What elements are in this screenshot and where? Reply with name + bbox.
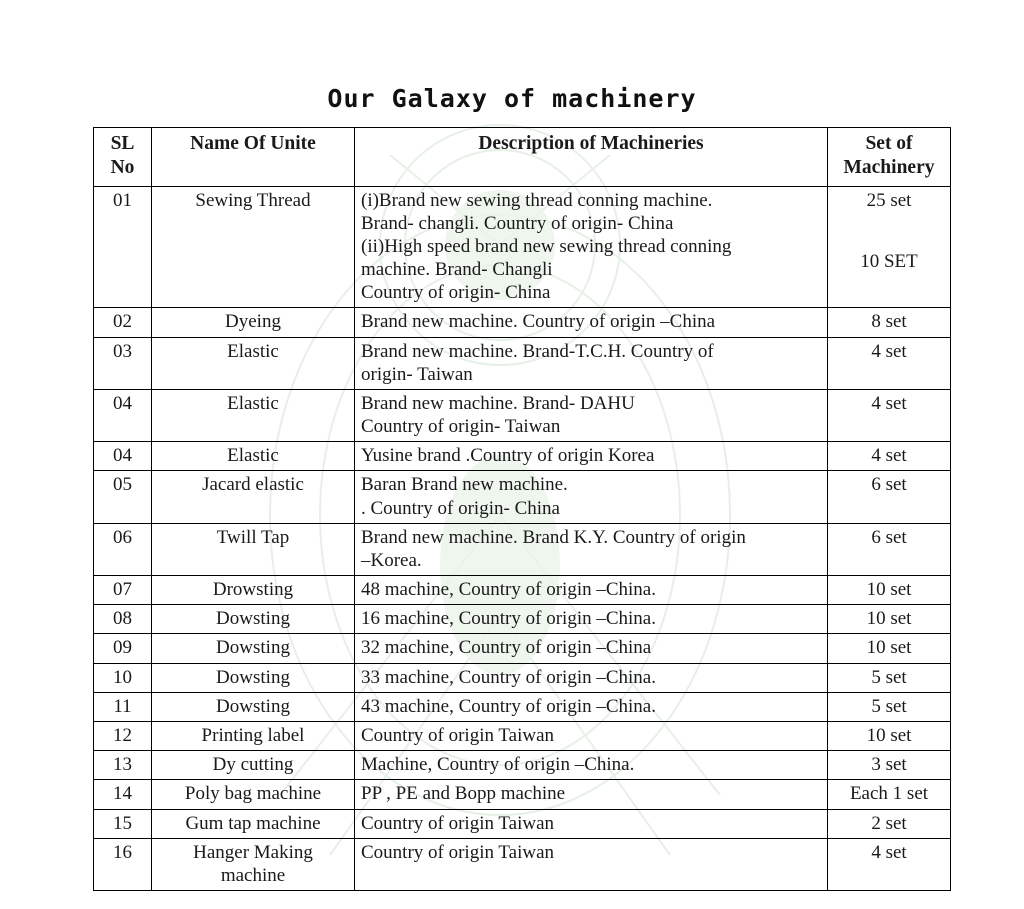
cell-description [355, 337, 828, 389]
cell-description-line: Brand new machine. Brand K.Y. Country of origin [361, 526, 746, 548]
cell-unit-name-line: Hanger Making [193, 841, 313, 863]
cell-set-line: 4 set [871, 445, 907, 467]
cell-set-of-machinery [828, 471, 951, 523]
table-row [94, 663, 951, 692]
cell-description [355, 838, 828, 890]
table-row [94, 722, 951, 751]
cell-sl-no: 12 [94, 722, 152, 751]
table-row [94, 605, 951, 634]
cell-set-line: 10 set [866, 725, 912, 746]
table-row [94, 692, 951, 721]
column-header-sl-no [94, 128, 152, 187]
cell-unit-name: Dyeing [152, 308, 355, 337]
cell-description-line: 33 machine, Country of origin –China. [361, 666, 656, 688]
cell-sl-no: 09 [94, 634, 152, 663]
cell-description [355, 751, 828, 780]
cell-unit-name: Sewing Thread [152, 186, 355, 308]
table-header [94, 128, 951, 187]
table-row [94, 186, 951, 308]
cell-unit-name: Dowsting [152, 605, 355, 634]
cell-sl-no: 08 [94, 605, 152, 634]
table-row [94, 471, 951, 523]
cell-sl-no: 03 [94, 337, 152, 389]
cell-unit-name: Printing label [152, 722, 355, 751]
cell-unit-name: Elastic [152, 442, 355, 471]
table-row [94, 634, 951, 663]
cell-sl-no: 04 [94, 442, 152, 471]
cell-unit-name: Gum tap machine [152, 809, 355, 838]
table-row [94, 838, 951, 890]
cell-description [355, 780, 828, 809]
cell-description-line: Brand new machine. Country of origin –China [361, 311, 716, 333]
cell-description-line: 16 machine, Country of origin –China. [361, 608, 656, 630]
cell-sl-no: 16 [94, 838, 152, 890]
cell-sl-no: 07 [94, 576, 152, 605]
cell-description-line: 32 machine, Country of origin –China [361, 637, 652, 659]
cell-description [355, 634, 828, 663]
cell-set-line: 4 set [871, 392, 907, 414]
cell-description [355, 605, 828, 634]
cell-description [355, 471, 828, 523]
cell-description [355, 186, 828, 308]
cell-sl-no: 14 [94, 780, 152, 809]
cell-sl-no: 04 [94, 389, 152, 441]
cell-description [355, 523, 828, 575]
cell-description-line: . Country of origin- China [361, 497, 560, 519]
page-title: Our Galaxy of machinery [327, 84, 697, 113]
table-row [94, 337, 951, 389]
cell-description-line: Yusine brand .Country of origin Korea [361, 445, 655, 467]
cell-description-line: Brand- changli. Country of origin- China [361, 212, 674, 234]
cell-description-line: 43 machine, Country of origin –China. [361, 695, 656, 717]
cell-set-of-machinery [828, 308, 951, 337]
table-row [94, 308, 951, 337]
cell-description-line: (ii)High speed brand new sewing thread conning [361, 235, 732, 257]
cell-set-of-machinery [828, 780, 951, 809]
cell-description [355, 308, 828, 337]
cell-description-line: PP , PE and Bopp machine [361, 783, 566, 805]
cell-set-of-machinery [828, 663, 951, 692]
cell-unit-name [152, 838, 355, 890]
cell-description-line: Brand new machine. Brand-T.C.H. Country of [361, 340, 714, 362]
cell-set-spacer [834, 212, 944, 250]
cell-set-of-machinery [828, 442, 951, 471]
cell-description [355, 389, 828, 441]
cell-set-of-machinery [828, 751, 951, 780]
column-header-name-of-unite: Name Of Unite [152, 128, 355, 187]
cell-description-line: Country of origin Taiwan [361, 725, 555, 746]
column-header-set-line2: Machinery [843, 156, 935, 178]
cell-description [355, 442, 828, 471]
cell-set-line: 8 set [871, 311, 907, 333]
cell-description-line: 48 machine, Country of origin –China. [361, 579, 656, 601]
table-row [94, 389, 951, 441]
table-row [94, 576, 951, 605]
cell-sl-no: 11 [94, 692, 152, 721]
cell-sl-no: 13 [94, 751, 152, 780]
cell-set-of-machinery [828, 576, 951, 605]
table-row [94, 523, 951, 575]
cell-set-of-machinery [828, 605, 951, 634]
cell-set-line: 10 set [866, 579, 912, 601]
cell-sl-no: 10 [94, 663, 152, 692]
cell-set-line: 10 SET [860, 250, 918, 272]
cell-set-line: 6 set [871, 474, 907, 496]
machinery-table-wrapper [0, 127, 1024, 891]
cell-description [355, 722, 828, 751]
cell-unit-name-line: machine [220, 864, 286, 886]
cell-set-of-machinery [828, 337, 951, 389]
table-row [94, 751, 951, 780]
column-header-sl-line2: No [110, 156, 135, 178]
cell-description-line: Country of origin- Taiwan [361, 416, 561, 438]
cell-unit-name: Dowsting [152, 692, 355, 721]
machinery-table [93, 127, 951, 891]
cell-description-line: Baran Brand new machine. [361, 474, 568, 496]
cell-description [355, 663, 828, 692]
table-header-row [94, 128, 951, 187]
cell-unit-name: Poly bag machine [152, 780, 355, 809]
cell-set-line: 25 set [866, 189, 912, 211]
cell-unit-name: Dowsting [152, 663, 355, 692]
cell-description-line: –Korea. [361, 549, 422, 571]
cell-unit-name: Jacard elastic [152, 471, 355, 523]
cell-sl-no: 01 [94, 186, 152, 308]
cell-unit-name: Twill Tap [152, 523, 355, 575]
cell-set-line: 5 set [871, 695, 907, 717]
cell-set-line: 6 set [871, 526, 907, 548]
cell-unit-name: Elastic [152, 337, 355, 389]
cell-set-of-machinery [828, 722, 951, 751]
column-header-set-of-machinery [828, 128, 951, 187]
cell-set-of-machinery [828, 389, 951, 441]
table-row [94, 780, 951, 809]
cell-set-of-machinery [828, 186, 951, 308]
cell-unit-name: Elastic [152, 389, 355, 441]
cell-description-line: Machine, Country of origin –China. [361, 754, 635, 776]
cell-description-line: origin- Taiwan [361, 363, 473, 385]
cell-set-line: 5 set [871, 666, 907, 688]
column-header-set-line1: Set of [865, 133, 913, 154]
cell-sl-no: 06 [94, 523, 152, 575]
cell-description [355, 692, 828, 721]
cell-description-line: (i)Brand new sewing thread conning machine. [361, 189, 713, 211]
cell-set-of-machinery [828, 523, 951, 575]
cell-set-line: 10 set [866, 637, 912, 659]
cell-description-line: machine. Brand- Changli [361, 259, 553, 281]
cell-set-of-machinery [828, 692, 951, 721]
cell-set-line: 4 set [871, 340, 907, 362]
table-row [94, 809, 951, 838]
cell-description [355, 576, 828, 605]
cell-unit-name: Dowsting [152, 634, 355, 663]
table-body [94, 186, 951, 890]
cell-set-line: 3 set [871, 754, 907, 776]
cell-set-line: 4 set [871, 841, 907, 863]
cell-set-of-machinery [828, 634, 951, 663]
cell-description-line: Country of origin Taiwan [361, 841, 555, 863]
cell-description-line: Brand new machine. Brand- DAHU [361, 392, 635, 414]
cell-description-line: Country of origin Taiwan [361, 812, 555, 834]
cell-sl-no: 02 [94, 308, 152, 337]
column-header-sl-line1: SL [110, 133, 135, 154]
cell-unit-name: Dy cutting [152, 751, 355, 780]
column-header-description: Description of Machineries [355, 128, 828, 187]
table-row [94, 442, 951, 471]
cell-set-line: 10 set [866, 608, 912, 630]
cell-sl-no: 15 [94, 809, 152, 838]
cell-description [355, 809, 828, 838]
cell-set-of-machinery [828, 838, 951, 890]
cell-set-line: Each 1 set [849, 783, 929, 805]
cell-set-of-machinery [828, 809, 951, 838]
cell-unit-name: Drowsting [152, 576, 355, 605]
cell-set-line: 2 set [871, 812, 907, 834]
cell-sl-no: 05 [94, 471, 152, 523]
cell-description-line: Country of origin- China [361, 282, 551, 304]
